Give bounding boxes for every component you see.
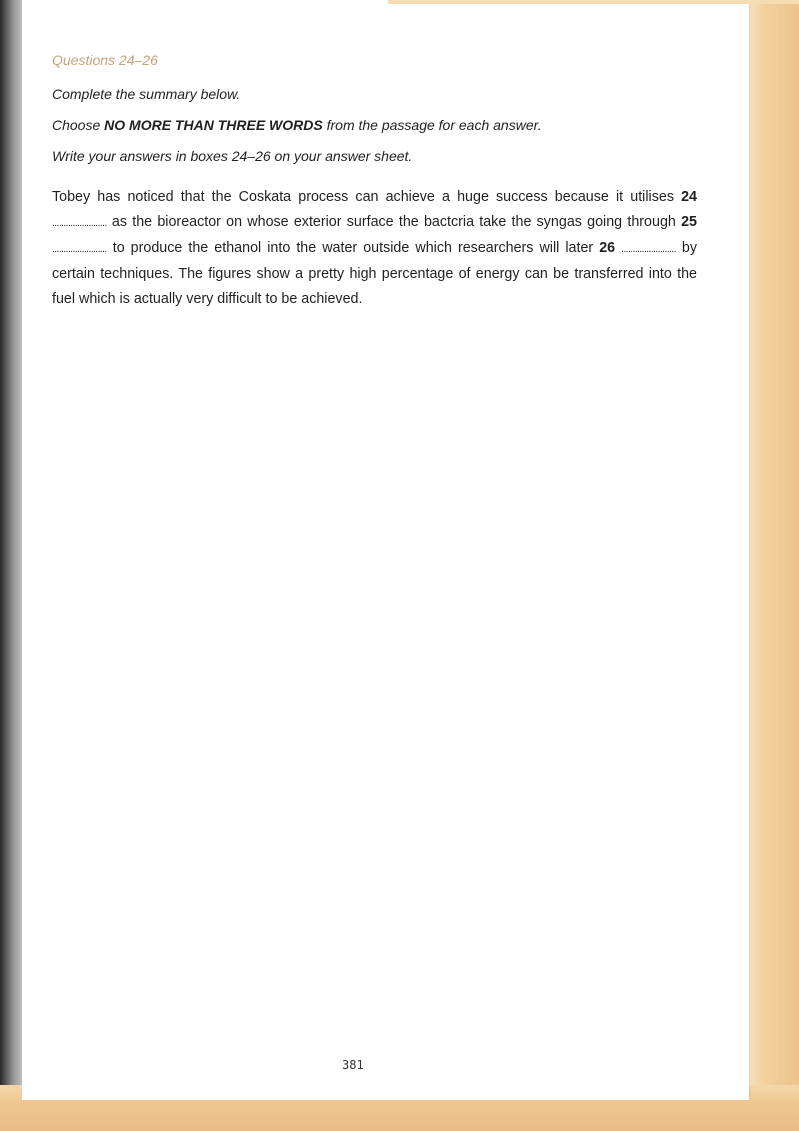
page-top-tint (388, 0, 799, 4)
instruction-choose-pre: Choose (52, 117, 105, 133)
answer-gap-26: ........................ (621, 244, 676, 255)
gap-number-26: 26 (599, 240, 616, 256)
page-number: 381 (342, 1058, 364, 1072)
page-right-edge (749, 0, 799, 1131)
summary-paragraph (52, 185, 697, 312)
instruction-write: Write your answers in boxes 24–26 on your answer sheet. (52, 148, 413, 164)
gap-number-25: 25 (681, 214, 697, 230)
instruction-word-limit: NO MORE THAN THREE WORDS (104, 117, 323, 133)
gap-number-24: 24 (681, 189, 697, 205)
questions-heading: Questions 24–26 (52, 52, 158, 68)
questions-section (52, 52, 697, 312)
instruction-choose (52, 117, 697, 134)
summary-text-3: to produce the ethanol into the water outside which researchers will later (106, 240, 600, 256)
answer-gap-24: ........................ (52, 218, 107, 229)
summary-text-1: Tobey has noticed that the Coskata process can achieve a huge success because it utilises (52, 189, 682, 205)
answer-gap-25: ........................ (52, 244, 107, 255)
summary-text-4: by certain techniques. The figures show a pretty high percentage of energy can be transferred into the fuel which is actually very difficult to be achieved. (52, 240, 697, 307)
summary-text-2: as the bioreactor on whose exterior surface the bactcria take the syngas going through (106, 214, 682, 230)
instruction-complete: Complete the summary below. (52, 86, 241, 102)
instruction-choose-post: from the passage for each answer. (322, 117, 542, 133)
